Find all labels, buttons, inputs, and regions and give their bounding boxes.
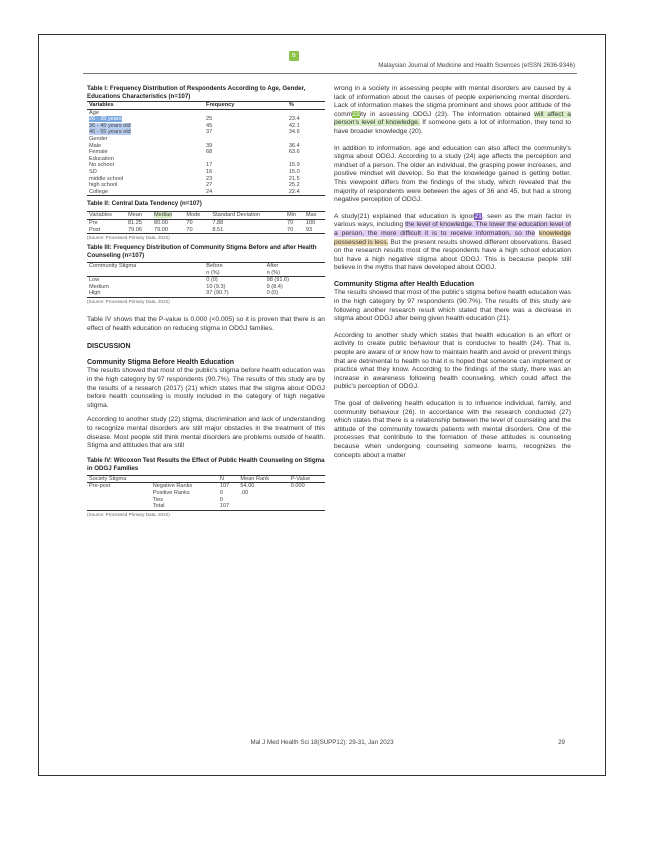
cell: 70 bbox=[186, 226, 193, 233]
cell: 107 bbox=[219, 503, 230, 510]
table-row bbox=[87, 156, 325, 163]
cell bbox=[287, 136, 325, 143]
highlight[interactable]: knowledge possessed is less. bbox=[334, 229, 572, 246]
page-number: 29 bbox=[558, 739, 565, 746]
table-row bbox=[87, 219, 325, 226]
cell: 107 bbox=[219, 483, 230, 490]
highlight[interactable]: Median bbox=[153, 212, 173, 219]
text-run: But the present results showed different observations. Based on the research results most of the respondents have a high school education but have a high negative stigma about ODGJ. This is because people still believe in the myths that have developed about ODGJ. bbox=[334, 238, 571, 272]
cell bbox=[289, 503, 325, 510]
table3-col: After bbox=[266, 263, 279, 270]
highlight[interactable]: 26 - 35 years bbox=[89, 116, 122, 123]
table-row bbox=[87, 176, 325, 183]
cell: 79.06 bbox=[127, 226, 142, 233]
cell: 23 bbox=[206, 175, 213, 182]
cell: 16 bbox=[206, 168, 213, 175]
section-heading: DISCUSSION bbox=[87, 343, 131, 351]
table3 bbox=[87, 262, 325, 298]
table3-col: Before bbox=[206, 263, 223, 270]
cell: 17 bbox=[206, 162, 213, 169]
annotation-marker[interactable]: 21 bbox=[474, 212, 482, 220]
cell: Negative Ranks bbox=[152, 483, 193, 490]
table-row bbox=[87, 149, 325, 156]
cell: Pre-post bbox=[89, 483, 111, 490]
cell: 100 bbox=[305, 219, 316, 226]
right-column bbox=[334, 85, 571, 460]
cell: middle school bbox=[89, 175, 124, 182]
cell: 21.5 bbox=[288, 175, 300, 182]
cell: 42.1 bbox=[288, 122, 300, 129]
table2-col: Max bbox=[305, 212, 317, 219]
cell: College bbox=[89, 188, 108, 195]
table-row bbox=[87, 503, 325, 510]
table-row bbox=[87, 109, 325, 116]
footer-citation: Mal J Med Health Sci 18(SUPP12): 29-31, Jan 2023 bbox=[250, 739, 394, 746]
paragraph bbox=[334, 213, 571, 273]
cell: 25.2 bbox=[288, 182, 300, 189]
cell: 22.4 bbox=[288, 188, 300, 195]
table4-col: P-Value bbox=[290, 475, 311, 482]
table1 bbox=[87, 101, 325, 196]
table1-header-row bbox=[87, 102, 325, 110]
table4-header-row bbox=[87, 475, 325, 483]
cell: Education bbox=[89, 155, 114, 162]
cell: Female bbox=[89, 149, 108, 156]
table3-header-row bbox=[87, 263, 325, 270]
cell: Gender bbox=[89, 135, 108, 142]
table2-header-row bbox=[87, 212, 325, 220]
highlight[interactable]: will affect a person's level of knowledge. bbox=[334, 110, 571, 127]
cell: 79.00 bbox=[153, 226, 168, 233]
cell bbox=[87, 116, 204, 123]
table2-caption: Table II: Central Data Tendency (n=107) bbox=[87, 200, 202, 208]
text-run: ity in assessing ODGJ (23). The information obtained bbox=[359, 110, 535, 118]
cell: 9 (8.4) bbox=[266, 283, 283, 290]
table-row bbox=[87, 189, 325, 196]
paragraph bbox=[334, 85, 571, 137]
cell bbox=[87, 503, 151, 510]
table1-caption: Table I: Frequency Distribution of Respondents According to Age, Gender, Educations Characteristics (n=107) bbox=[87, 85, 306, 100]
header-rule bbox=[83, 73, 577, 74]
table1-col-frequency: Frequency bbox=[206, 102, 235, 108]
table3-col: n (%) bbox=[266, 269, 280, 276]
cell: Ties bbox=[152, 496, 164, 503]
table-row bbox=[87, 483, 325, 490]
table1-col-percent: % bbox=[288, 102, 294, 108]
cell: Medium bbox=[89, 283, 109, 290]
cell: 0.000 bbox=[290, 483, 305, 490]
paragraph: According to another study (22) stigma, discrimination and lack of understanding to recognize mental disorders are still major obstacles in the treatment of this disease. Most people still think mental disorders are problems outside of health. Stigma and attitudes that are still bbox=[87, 416, 325, 450]
table3-caption: Table III: Frequency Distribution of Community Stigma Before and after Health Counseling (n=107) bbox=[87, 244, 317, 260]
table4 bbox=[87, 475, 325, 511]
cell: 54.00 bbox=[240, 483, 255, 490]
cell bbox=[287, 156, 325, 163]
cell: 0 (0) bbox=[206, 277, 218, 284]
cell: 34.6 bbox=[288, 129, 300, 136]
cell: Male bbox=[89, 142, 102, 149]
table-row bbox=[87, 227, 325, 234]
cell bbox=[289, 490, 325, 497]
annotation-marker[interactable]: 23 bbox=[352, 110, 360, 118]
table2 bbox=[87, 211, 325, 234]
cell: 63.6 bbox=[288, 149, 300, 156]
highlight[interactable]: the level of knowledge. The lower the education level of a person, the more difficult it is to receive information, so the bbox=[334, 221, 571, 237]
table3-col bbox=[87, 270, 204, 277]
table1-col-variables: Variables bbox=[89, 102, 114, 108]
table-row bbox=[87, 136, 325, 143]
cell: 37 bbox=[206, 129, 213, 136]
cell: 8.51 bbox=[212, 226, 224, 233]
table-row bbox=[87, 162, 325, 169]
paragraph: The results showed that most of the public's stigma before health education was in the high category by 97 respondents (90.7%). The results of this study are by the results of a research (2017) (21) which states that the stigma about ODGJ before health counseling is mostly included in the category of high negative stigma. bbox=[87, 367, 325, 409]
cell: 70 bbox=[287, 219, 294, 226]
cell: No school bbox=[89, 162, 114, 169]
table4-col: N bbox=[219, 475, 224, 482]
paragraph: In addition to information, age and education can also affect the community's stigma about ODGJ. According to a study (24) age affects the perception and mindset of a person. The older an individual, the grasping power increases, and positive mindset will develop. So that the knowledge gained is getting better. This viewpoint differs from the findings of the study, which revealed that the majority of respondents were between the ages of 36 and 45, but had a strong negative perception of ODGJ. bbox=[334, 144, 571, 204]
cell: 39 bbox=[206, 142, 213, 149]
subsection-heading: Community Stigma after Health Education bbox=[334, 280, 475, 288]
cell: 15.9 bbox=[288, 162, 300, 169]
table3-source: (Source: Processed Primary Data, 2022) bbox=[87, 299, 170, 305]
cell: 0 bbox=[219, 496, 223, 503]
cell: SD bbox=[89, 168, 97, 175]
cell: 68 bbox=[206, 149, 213, 156]
paragraph: The results showed that most of the public's stigma before health education was in the high category by 97 respondents (90.7%). The results of this study are following another research result which stated that there was a decrease in stigma about ODGJ after being given health education (21). bbox=[334, 289, 571, 323]
cell bbox=[204, 156, 287, 163]
paper-page bbox=[38, 34, 606, 776]
table4-caption: Table IV: Wilcoxon Test Results the Effect of Public Health Counseling on Stigma in ODGJ Families bbox=[87, 456, 325, 472]
cell: High bbox=[89, 290, 101, 297]
table-row bbox=[87, 182, 325, 189]
cell: 70 bbox=[186, 219, 193, 226]
table-row bbox=[87, 284, 325, 291]
cell: 23.4 bbox=[288, 116, 300, 123]
table-row bbox=[87, 277, 325, 284]
table-row bbox=[87, 290, 325, 297]
cell: 81.25 bbox=[127, 219, 142, 226]
table2-col bbox=[152, 212, 184, 220]
journal-header: Malaysian Journal of Medicine and Health Sciences (eISSN 2636-9346) bbox=[378, 62, 575, 69]
table4-col bbox=[151, 475, 218, 483]
subsection-heading: Community Stigma Before Health Education bbox=[87, 358, 235, 366]
cell: 80.00 bbox=[153, 219, 168, 226]
cell bbox=[204, 109, 287, 116]
table2-source: (Source: Processed Primary Data, 2022) bbox=[87, 235, 170, 241]
cell: Low bbox=[89, 277, 100, 284]
cell bbox=[87, 129, 204, 136]
highlight[interactable]: 46 - 55 years old bbox=[89, 129, 131, 136]
table4-col: Society Stigma bbox=[89, 475, 127, 482]
cell: 27 bbox=[206, 182, 213, 189]
cell: Pre bbox=[89, 219, 98, 226]
table-row bbox=[87, 143, 325, 150]
cell: 70 bbox=[287, 226, 294, 233]
cell: 10 (9.3) bbox=[206, 283, 226, 290]
cell bbox=[87, 123, 204, 130]
cell: 0 (0) bbox=[266, 290, 279, 297]
cell: Total bbox=[152, 503, 165, 510]
table2-col: Mean bbox=[127, 212, 142, 219]
cell: 24 bbox=[206, 188, 213, 195]
table3-subheader-row bbox=[87, 270, 325, 277]
cell: 15.0 bbox=[288, 168, 300, 175]
cell: 36.4 bbox=[288, 142, 300, 149]
table-row bbox=[87, 169, 325, 176]
table4-source: (Source: Processed Primary Data, 2022) bbox=[87, 511, 170, 517]
text-run: If someone gets a lot of information, they tend to have broader knowledge (20). bbox=[334, 119, 571, 135]
cell: 98 (91.6) bbox=[266, 277, 289, 284]
cell bbox=[87, 490, 151, 497]
table-row bbox=[87, 497, 325, 504]
cell: 25 bbox=[206, 116, 213, 123]
table3-col: n (%) bbox=[206, 269, 220, 276]
paragraph: The goal of delivering health education is to influence individual, family, and community behaviour (26). In accordance with the research conducted (27) which states that there is a relationship between the level of counseling and the attitude of the community towards patients with mental disorders. One of the processes that contribute to the formation of these attitudes is counseling because when undergoing counseling someone learns, recognizes the concepts about a matter bbox=[334, 400, 571, 459]
table2-col: Standard Deviation bbox=[212, 212, 260, 219]
cell: 45 bbox=[206, 122, 213, 129]
cell bbox=[87, 497, 151, 504]
cell: Post bbox=[89, 226, 101, 233]
text-run: wrong in a society in assessing people with mental disorders are caused by a lack of information about the causes of people experiencing mental disorders. Lack of information makes the stigma prominent and shows poor attitude of the comm bbox=[334, 85, 571, 118]
table3-col: Community Stigma bbox=[89, 263, 137, 270]
left-column bbox=[87, 85, 325, 517]
cell bbox=[204, 136, 287, 143]
paragraph: According to another study which states that health education is an effort or activity to create public behaviour that is conducive to health (24). That is, people are aware of or know how to maintain health and avoid or prevent things that are detrimental to health so that it is hoped that someone can implement or practice what they know. According to the findings of the study, there was an increase in awareness following health counseling, which could affect the public's perception of ODGJ. bbox=[334, 331, 571, 391]
table4-col: Mean Rank bbox=[240, 475, 270, 482]
cell: high school bbox=[89, 182, 118, 189]
table2-col: Variables bbox=[89, 212, 112, 219]
table-row bbox=[87, 123, 325, 130]
cell: 0 bbox=[219, 489, 223, 496]
cell bbox=[289, 497, 325, 504]
table2-col: Min bbox=[287, 212, 297, 219]
table-row bbox=[87, 490, 325, 497]
text-run: , seen as the main factor in various ways, including bbox=[334, 212, 572, 229]
table-row bbox=[87, 129, 325, 136]
table-row bbox=[87, 116, 325, 123]
highlight[interactable]: 36 - 45 years old bbox=[89, 122, 131, 129]
cell bbox=[238, 497, 288, 504]
table2-col: Mode bbox=[186, 212, 201, 219]
text-run: A study(21) explained that education is ignor bbox=[334, 212, 475, 220]
cell: Positive Ranks bbox=[152, 489, 190, 496]
cell: 7.88 bbox=[212, 219, 224, 226]
cell: .00 bbox=[240, 489, 249, 496]
cell: Age bbox=[89, 109, 99, 116]
paragraph: Table IV shows that the P-value is 0.000 (<0.005) so it is proven that there is an effect of health education on reducing stigma in ODGJ families. bbox=[87, 316, 325, 332]
annotation-badge[interactable]: B bbox=[289, 51, 299, 61]
cell: 97 (90.7) bbox=[206, 290, 229, 297]
cell bbox=[287, 109, 325, 116]
cell: 93 bbox=[305, 226, 313, 233]
cell bbox=[238, 503, 288, 510]
